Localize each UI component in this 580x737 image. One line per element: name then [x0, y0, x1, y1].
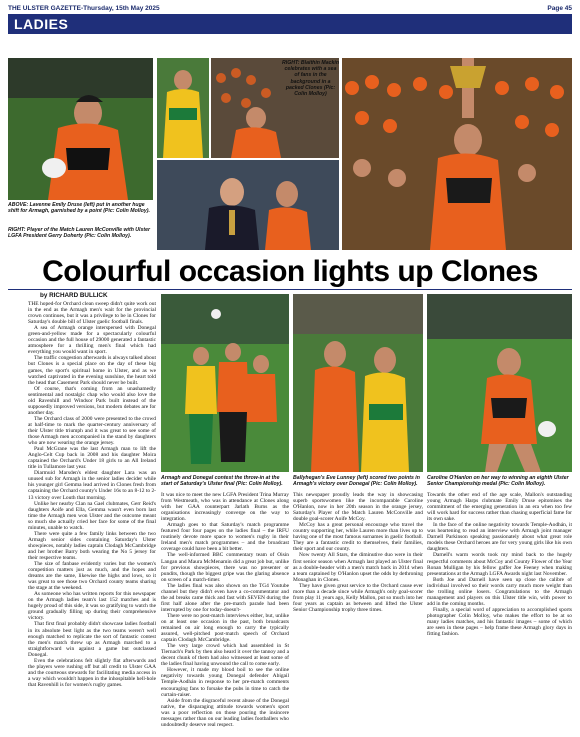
article-para: Towards the other end of the age scale, Mallon's outstanding young Armagh Harps clubmate Emily Druse epitomises the commitment of the emerging generation in an era when too few will work hard for success rather than chasing superficial fame for its own sake. — [427, 492, 572, 523]
caption-right-match: RIGHT: Player of the Match Lauren McConville with Ulster LGFA President Gerry Doherty (Pic: Colin Molloy). — [8, 227, 151, 240]
article-para: It was nice to meet the new LGFA President Trina Murray from Westmeath, who was in attendance at Clones along with her GAA counterpart Jarlath Burns as the organisations increasingly converge on the way to integration. — [161, 492, 289, 523]
photo-emily-druse-art — [8, 58, 153, 200]
caption-caroline: Caroline O'Hanlon on her way to winning an eighth Ulster Senior Championship medal (Pic: Colin Molloy). — [427, 475, 569, 488]
article-para: In the face of the online negativity towards Temple-Aodhán, it was heartening to read an interview with Armagh joint manager Darnell Parkinson speaking passionately about what great role models these Orchard heroes are for very young girls like his own daughters. — [427, 522, 572, 553]
article-para: Darnell's warm words took my mind back to the hugely respectful comments about McCoy and County Flower of the Year Ronan Mulligan by his fellow gaffer Joe Feeney when making presentations at the Armagh LGFA Awards night last November. — [427, 552, 572, 577]
article-para: Unlike her nearby Clan na Gael clubmates, Gerr Reid's daughters Aoife and Ella, Gemma wasn't even born last time the Armagh men won Ulster and the outcome meant so much she actually cried her face for some of the final minutes, unable to watch. — [28, 500, 156, 531]
photo-donegal-player — [157, 58, 209, 158]
article-para: Aside from the disgraceful recent abuse of the Donegal native, the disparaging attitude towards women's sport was a poor reflection on those pouring the insincere messages rather than on our leading ladies footballers who undoubtedly deserve real respect. — [161, 697, 289, 728]
photo-eve-lunney — [293, 294, 423, 472]
article-para: Finally, a special word of appreciation to accomplished sports photographer Colin Molloy, who makes the effort to be at so many ladies matches, and his fantastic images – some of which are seen in these pages – help frame these Armagh glory days in fitting fashion. — [427, 606, 572, 638]
photo-crowd-trophy-art — [342, 58, 572, 250]
caption-armagh-donegal: Armagh and Donegal contest the throw-in at the start of Saturday's Ulster final (Pic: Colin Molloy). — [161, 475, 283, 488]
article-para: Of course, that's coming from an unashamedly sentimental and nostalgic chap who would also love the old Ravenhill and Windsor Park built instead of the supposedly improved versions, but modern debates are for another day. — [28, 385, 156, 416]
article-para: The ladies final was also shown on the TG4 Youtube channel but they didn't even have a co-commentator and the ad breaks came thick and fast with SEVEN during the first half alone after the pre-match parade had been interrupted by one for today-doesn't- — [161, 582, 289, 613]
article-para: Now twenty All Stars, the diminutive duo were in their first senior season when Armagh last played an Ulster final as a double-header with a men's match back in 2014 when a team captained by O'Hanlon upset the odds by dethroning Monaghan in Clones. — [293, 552, 423, 583]
article-para: THE hoped-for Orchard clean sweep didn't quite work out in the end as the Armagh men's wait for the provincial crown continues, but it was a privilege to be in Clones for Saturday's double bill of Ulster gaelic football finals. — [28, 301, 156, 326]
byline: by RICHARD BULLICK — [40, 292, 108, 299]
article-para: Both Joe and Darnell have seen up close the calibre of individual involved so their words carry much more weight than the trolling online losers. Congratulations to the Armagh management and players on this Ulster title win, with power to add in the coming months. — [427, 576, 572, 607]
photo-caroline-ohanlon-art — [427, 294, 572, 472]
article-para: The well-informed BBC commentary team of Oisin Langan and Maura McMenamin did a great job but, unlike for previous showpieces, there was no presenter or pundits, though the biggest gripe was the glaring absence on screen of a match-timer. — [161, 552, 289, 583]
photo-donegal-player-art — [157, 58, 209, 158]
caption-eve-lunney: Ballyhegan's Eve Lunney (left) scored two points in Armagh's victory over Donegal (Pic: Colin Molloy). — [293, 475, 420, 488]
section-title: LADIES — [14, 16, 69, 32]
article-para: They have given great service to the Orchard cause ever more than a decade since while Armagh's only goal-scorer from play 11 years ago, Kelly Mallon, put so much into her four years as captain as between and lifted the Ulster Senior Championship trophy three times. — [293, 582, 423, 613]
photo-eve-lunney-art — [293, 294, 423, 472]
photo-throw-in — [161, 294, 289, 472]
caption-right-top: RIGHT: Blaithin Mackin celebrates with a sea of fans in the background in a packed Clones (Pic: Colin Molloy) — [282, 60, 339, 98]
photo-emily-druse — [8, 58, 153, 200]
photo-mcconville-doherty — [157, 160, 339, 250]
article-column-4 — [427, 492, 572, 737]
article-column-1 — [28, 301, 156, 737]
article-para: A sea of Armagh orange interspersed with Donegal green-and-yellow made for a spectacularly colourful occasion and the full house of 29000 generated a fantastic atmosphere for a thrilling men's final which had everything you would want in sport. — [28, 325, 156, 356]
article-para: The very large crowd which had assembled in St Tiernach's Park by then also heard it over the tannoy and a decent chunk of them had also witnessed at least some of the ladies final having unwound the call to come early. — [161, 643, 289, 668]
article-para: Even the celebrations felt slightly flat afterwards and the players were rushing off but all credit to Ulster GAA and the courteous stewards for facilitating media access in a way which wouldn't happen in the inhospitable hell-hole that Ravenhill is for women's rugby games. — [28, 657, 156, 688]
article-para: The size of fanbase evidently varies but the women's competition matters just as much, and the hopes and dreams are the same, likewise the highs and lows, so it was great to see those two Orchard county teams sharing the stage at the weekend. — [28, 561, 156, 592]
photo-crowd-trophy — [342, 58, 572, 250]
headline-rule — [8, 289, 572, 290]
article-para: That first final probably didn't showcase ladies football in its absolute best light as the two teams weren't well enough matched to replicate the sort of fantastic contest the men's match threw up as Armagh marched to a straightforward win against a game but outclassed Donegal. — [28, 621, 156, 658]
article-column-2 — [161, 492, 289, 737]
article-para: Diarmuid Marsden's eldest daughter Lara was an unused sub for Armagh in the senior ladies decider while his younger girl Gemma lead arrived in Clones fresh from captaining the Orchard county's Under 16s to an 8-12 to 2-13 victory over Louth that morning. — [28, 470, 156, 501]
headline: Colourful occasion lights up Clones — [42, 255, 538, 288]
article-para: The Orchard class of 2000 were presented to the crowd at half-time to mark the quarter-century anniversary of their Ulster title triumph and it was great to see some of those Armagh men accompanied in the stand by daughters who are now wearing the orange jersey. — [28, 415, 156, 447]
page-header — [8, 3, 572, 13]
paper-title: THE ULSTER GAZETTE-Thursday, 15th May 2025 — [8, 5, 160, 12]
article-para: As someone who has written reports for this newspaper on the Armagh ladies team's last 152 matches and is hugely proud of this side, it was so gratifying to watch the ground gradually filling up during their comprehensive victory. — [28, 591, 156, 622]
article-para: McCoy has a great personal encourage who travel the country supporting her, while Lauren more than lives up to having one of the most famous surnames in gaelic football. They are a fantastic credit to themselves, their families, their sport and our county. — [293, 522, 423, 553]
page-number: Page 45 — [547, 5, 572, 12]
photo-throw-in-art — [161, 294, 289, 472]
photo-caroline-ohanlon — [427, 294, 572, 472]
article-para: Armagh goes to that Saturday's match programme featured four four pages on the ladies final – the IRFU routinely devote more space to women's rugby in their Ireland men's match programmes – and the broadcast coverage could have been a bit better. — [161, 522, 289, 553]
article-para: There were no post-match interviews either, but, unlike on at least one occasion in the past, both broadcasts remained on air long enough to carry the typically assured, well-pitched post-match speech of Orchard captain Clodagh McCambridge. — [161, 612, 289, 644]
article-para: The traffic congestion afterwards is always talked about but Clones is a special place on the day of these big games, the sport's spiritual home in Ulster, and as we watched captivated in the evening sunshine, the heart told the head that Casement Park should never be built. — [28, 355, 156, 386]
article-para: Paul McGrane was the last Armagh man to lift the Anglo-Celt Cup back in 2008 and his daughter Moira captained the Orchard's Under 18 girls to an All Ireland title in Tullamore last year. — [28, 446, 156, 471]
article-para: This newspaper proudly leads the way in showcasing superb sportswomen like the incomparable Caroline O'Hanlon, now in her 20th season in the orange jersey, Saturday's Player of the Match Lauren McConville and double goal-scorer Aoife McCoy. — [293, 492, 423, 523]
photo-mcconville-doherty-art — [157, 160, 339, 250]
article-column-3 — [293, 492, 423, 737]
article-para: There were quite a few family links between the two Armagh senior sides containing Saturday's Ulster showpieces, notably ladies captain Clodagh McCambridge and her brother Barry both wearing the No 5 jersey for their respective teams. — [28, 530, 156, 561]
caption-above: ABOVE: Lavenne Emily Druse (left) put in another huge shift for Armagh, garnished by a point (Pic: Colin Molloy). — [8, 202, 150, 215]
section-banner — [8, 14, 572, 34]
article-para: However, it made my blood boil to see the online negativity towards young Donegal defender Abigail Temple-Aodhán in response to her pre-match comments encouraging fans to forsake the pubs in time to catch the curtain-raiser. — [161, 667, 289, 698]
